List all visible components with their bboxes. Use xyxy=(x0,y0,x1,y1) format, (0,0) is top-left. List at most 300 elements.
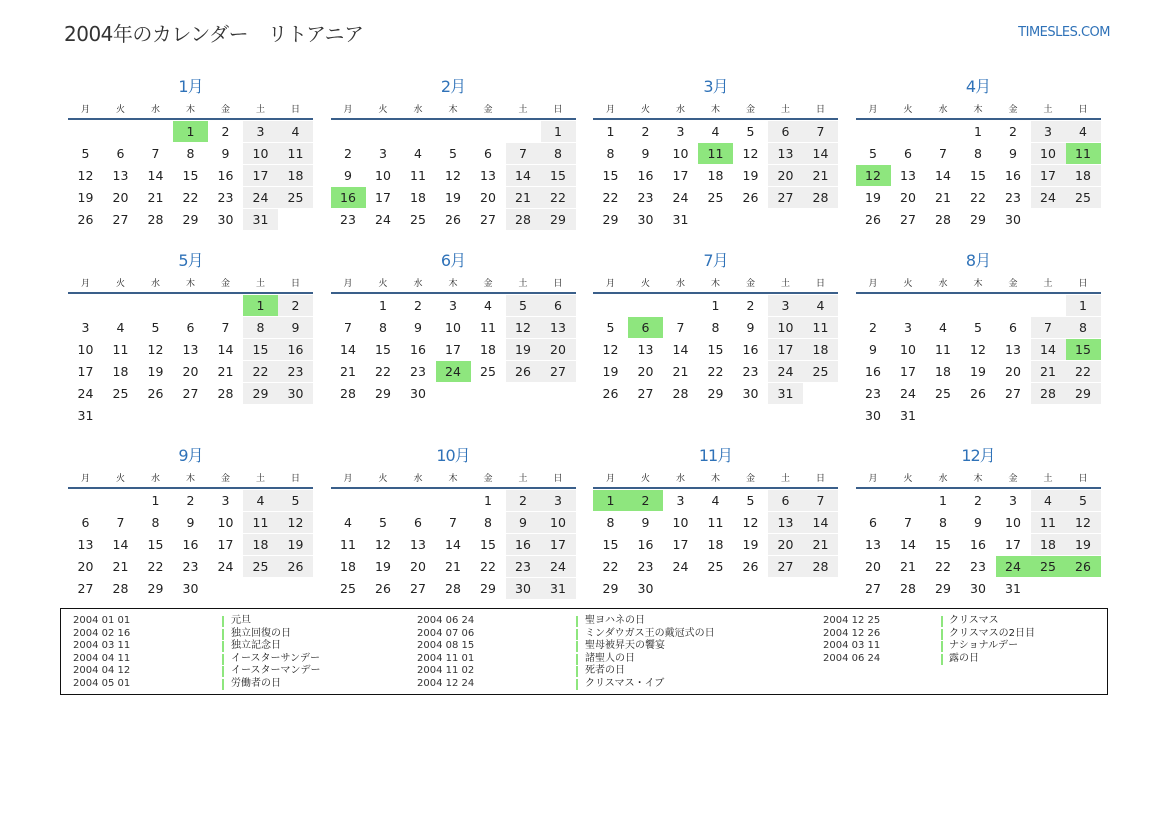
day-cell: 6 xyxy=(81,515,90,530)
holiday-date: 2004 11 02 xyxy=(417,665,475,676)
day-cell: 8 xyxy=(379,320,387,335)
day-cell: 2 xyxy=(746,298,755,313)
day-cell: 3 xyxy=(541,490,576,511)
day-cell: 10 xyxy=(445,320,461,335)
day-cell: 15 xyxy=(541,165,576,186)
holiday-entry xyxy=(417,640,697,653)
holiday-day-cell: 12 xyxy=(856,165,891,186)
weekday-header xyxy=(331,102,576,116)
day-cell: 18 xyxy=(243,534,278,555)
day-cell: 22 xyxy=(147,559,164,574)
day-cell: 12 xyxy=(1066,512,1101,533)
month-title: 7月 xyxy=(703,251,728,270)
month-divider xyxy=(331,118,576,120)
day-cell: 16 xyxy=(217,168,234,183)
month-divider xyxy=(68,487,313,489)
day-cell: 9 xyxy=(186,515,195,530)
weekday-label: 月 xyxy=(868,279,878,289)
day-cell: 9 xyxy=(414,320,422,335)
month-divider xyxy=(593,292,838,294)
holiday-entry xyxy=(417,678,697,691)
day-cell: 9 xyxy=(641,146,650,161)
weekday-label: 月 xyxy=(868,105,878,115)
holiday-entry xyxy=(73,615,353,628)
day-cell: 18 xyxy=(278,165,313,186)
day-cell: 16 xyxy=(278,339,313,360)
day-cell: 27 xyxy=(480,212,496,227)
day-cell: 19 xyxy=(970,364,986,379)
day-cell: 20 xyxy=(77,559,94,574)
holiday-marker xyxy=(941,616,943,627)
holiday-marker xyxy=(941,629,943,640)
day-cell: 21 xyxy=(147,190,164,205)
day-cell: 3 xyxy=(221,493,230,508)
day-cell: 21 xyxy=(112,559,129,574)
day-cell: 29 xyxy=(1066,383,1101,404)
day-cell: 7 xyxy=(904,515,912,530)
day-cell: 8 xyxy=(974,146,982,161)
day-cell: 8 xyxy=(484,515,492,530)
holiday-date: 2004 07 06 xyxy=(417,627,475,639)
day-cell: 28 xyxy=(803,187,838,208)
day-cell: 12 xyxy=(742,146,759,161)
day-cell: 20 xyxy=(768,165,803,186)
day-cell: 3 xyxy=(449,298,457,313)
month-title: 4月 xyxy=(965,77,991,96)
day-cell: 23 xyxy=(865,386,881,401)
day-cell: 30 xyxy=(217,212,234,227)
day-cell: 2 xyxy=(414,298,422,313)
holiday-day-cell: 11 xyxy=(698,143,733,164)
day-cell: 2 xyxy=(641,124,650,139)
day-cell: 16 xyxy=(637,168,654,183)
day-cell: 30 xyxy=(278,383,313,404)
day-cell: 11 xyxy=(112,342,129,357)
holiday-date: 2004 12 25 xyxy=(823,615,881,626)
day-cell: 5 xyxy=(449,146,457,161)
day-cell: 28 xyxy=(112,581,129,596)
day-cell: 19 xyxy=(77,190,94,205)
holiday-name: 独立記念日 xyxy=(231,640,281,651)
day-cell: 13 xyxy=(637,342,654,357)
day-cell: 28 xyxy=(445,581,461,596)
day-cell: 9 xyxy=(1009,146,1017,161)
holiday-name: 独立回復の日 xyxy=(231,627,291,639)
day-cell: 26 xyxy=(375,581,391,596)
day-cell: 14 xyxy=(803,143,838,164)
day-cell: 8 xyxy=(151,515,160,530)
holiday-date: 2004 12 24 xyxy=(417,677,475,689)
day-cell: 30 xyxy=(410,386,426,401)
day-cell: 21 xyxy=(1031,361,1066,382)
day-cell: 28 xyxy=(147,212,164,227)
day-cell: 20 xyxy=(637,364,654,379)
weekday-label: 月 xyxy=(605,279,615,289)
weekday-label: 木 xyxy=(710,279,720,289)
weekday-header xyxy=(593,102,838,116)
holiday-day-cell: 24 xyxy=(436,361,471,382)
weekday-label: 水 xyxy=(938,279,948,289)
day-cell: 5 xyxy=(506,295,541,316)
day-cell: 25 xyxy=(243,556,278,577)
day-cell: 23 xyxy=(340,212,356,227)
day-cell: 19 xyxy=(1066,534,1101,555)
day-cell: 18 xyxy=(1031,534,1066,555)
day-cell: 27 xyxy=(1005,386,1021,401)
weekday-label: 土 xyxy=(780,474,790,484)
holiday-entry xyxy=(73,678,353,691)
holiday-date: 2004 05 01 xyxy=(73,677,131,689)
day-cell: 22 xyxy=(541,187,576,208)
day-cell: 11 xyxy=(803,317,838,338)
day-cell: 21 xyxy=(900,559,916,574)
weekday-label: 土 xyxy=(1043,105,1053,115)
day-cell: 19 xyxy=(506,339,541,360)
weekday-label: 木 xyxy=(710,105,720,115)
day-cell: 9 xyxy=(278,317,313,338)
day-cell: 5 xyxy=(869,146,877,161)
day-cell: 17 xyxy=(1005,537,1021,552)
day-cell: 14 xyxy=(147,168,164,183)
day-cell: 26 xyxy=(506,361,541,382)
day-cell: 4 xyxy=(1031,490,1066,511)
holiday-list-column xyxy=(417,615,715,690)
day-cell: 23 xyxy=(637,559,654,574)
day-cell: 30 xyxy=(637,212,654,227)
day-cell: 23 xyxy=(1005,190,1021,205)
day-cell: 13 xyxy=(768,143,803,164)
month-title: 11月 xyxy=(698,446,733,465)
weekday-label: 土 xyxy=(780,279,790,289)
holiday-marker xyxy=(576,629,578,640)
weekday-label: 水 xyxy=(413,279,423,289)
weekday-label: 月 xyxy=(80,474,90,484)
day-cell: 2 xyxy=(974,493,982,508)
day-cell: 6 xyxy=(414,515,422,530)
day-cell: 26 xyxy=(602,386,619,401)
weekday-header xyxy=(68,102,313,116)
weekday-label: 金 xyxy=(220,474,230,484)
month-title: 6月 xyxy=(440,251,466,270)
weekday-label: 日 xyxy=(553,474,563,484)
weekday-label: 金 xyxy=(745,279,755,289)
day-cell: 11 xyxy=(1031,512,1066,533)
day-cell: 14 xyxy=(900,537,916,552)
weekday-label: 月 xyxy=(80,279,90,289)
day-cell: 2 xyxy=(1009,124,1017,139)
day-cell: 22 xyxy=(480,559,496,574)
day-cell: 4 xyxy=(243,490,278,511)
holiday-marker xyxy=(576,641,578,652)
day-cell: 21 xyxy=(340,364,356,379)
day-cell: 27 xyxy=(900,212,916,227)
day-cell: 11 xyxy=(278,143,313,164)
day-cell: 18 xyxy=(1066,165,1101,186)
day-cell: 12 xyxy=(77,168,94,183)
day-cell: 27 xyxy=(865,581,881,596)
day-cell: 1 xyxy=(939,493,947,508)
day-cell: 27 xyxy=(637,386,654,401)
day-cell: 17 xyxy=(672,168,689,183)
day-cell: 10 xyxy=(900,342,916,357)
day-cell: 21 xyxy=(445,559,461,574)
day-cell: 22 xyxy=(182,190,199,205)
day-cell: 8 xyxy=(711,320,720,335)
weekday-label: 水 xyxy=(938,105,948,115)
weekday-label: 金 xyxy=(483,105,493,115)
day-cell: 21 xyxy=(217,364,234,379)
holiday-name: 聖母被昇天の饗宴 xyxy=(585,640,665,651)
holiday-date: 2004 12 26 xyxy=(823,627,881,639)
holiday-date: 2004 08 15 xyxy=(417,640,475,651)
holiday-name: イースターサンデー xyxy=(231,652,320,664)
holiday-name: クリスマス xyxy=(949,615,999,626)
weekday-header xyxy=(593,276,838,290)
day-cell: 24 xyxy=(243,187,278,208)
holiday-name: イースターマンデー xyxy=(231,665,321,676)
weekday-label: 火 xyxy=(903,474,913,484)
holiday-day-cell: 26 xyxy=(1066,556,1101,577)
weekday-label: 土 xyxy=(1043,279,1053,289)
day-cell: 11 xyxy=(935,342,951,357)
day-cell: 18 xyxy=(707,168,724,183)
holiday-name: クリスマス・イブ xyxy=(585,677,665,689)
day-cell: 7 xyxy=(676,320,685,335)
day-cell: 6 xyxy=(484,146,492,161)
month-divider xyxy=(856,292,1101,294)
day-cell: 3 xyxy=(1031,121,1066,142)
holiday-entry xyxy=(417,615,697,628)
holiday-marker xyxy=(576,666,578,677)
month-title: 5月 xyxy=(178,251,203,270)
day-cell: 12 xyxy=(742,515,759,530)
weekday-label: 日 xyxy=(553,279,563,289)
weekday-label: 月 xyxy=(868,474,878,484)
day-cell: 22 xyxy=(602,559,619,574)
weekday-header xyxy=(331,471,576,485)
day-cell: 23 xyxy=(970,559,986,574)
day-cell: 10 xyxy=(217,515,234,530)
day-cell: 15 xyxy=(182,168,199,183)
day-cell: 10 xyxy=(375,168,391,183)
day-cell: 30 xyxy=(970,581,986,596)
holiday-date: 2004 03 11 xyxy=(823,640,881,651)
weekday-label: 木 xyxy=(973,279,983,289)
day-cell: 28 xyxy=(803,556,838,577)
day-cell: 8 xyxy=(606,515,615,530)
weekday-label: 金 xyxy=(220,279,230,289)
day-cell: 24 xyxy=(77,386,94,401)
day-cell: 9 xyxy=(869,342,877,357)
day-cell: 5 xyxy=(278,490,313,511)
holiday-date: 2004 06 24 xyxy=(417,615,475,626)
weekday-label: 水 xyxy=(675,279,685,289)
day-cell: 29 xyxy=(375,386,391,401)
day-cell: 19 xyxy=(742,537,759,552)
day-cell: 27 xyxy=(541,361,576,382)
day-cell: 11 xyxy=(340,537,356,552)
month-divider xyxy=(331,292,576,294)
holiday-day-cell: 2 xyxy=(628,490,663,511)
site-logo[interactable]: TIMESLES.COM xyxy=(1018,25,1110,40)
weekday-label: 火 xyxy=(115,474,125,484)
day-cell: 29 xyxy=(602,212,619,227)
month-title: 3月 xyxy=(703,77,728,96)
holiday-name: 露の日 xyxy=(949,652,979,664)
day-cell: 30 xyxy=(182,581,199,596)
weekday-label: 日 xyxy=(290,474,300,484)
day-cell: 17 xyxy=(768,339,803,360)
day-cell: 3 xyxy=(81,320,90,335)
day-cell: 9 xyxy=(641,515,650,530)
day-cell: 27 xyxy=(77,581,94,596)
weekday-header xyxy=(331,276,576,290)
day-cell: 5 xyxy=(974,320,982,335)
day-cell: 14 xyxy=(935,168,951,183)
day-cell: 29 xyxy=(480,581,496,596)
day-cell: 4 xyxy=(711,493,720,508)
day-cell: 1 xyxy=(711,298,720,313)
weekday-label: 月 xyxy=(343,279,353,289)
day-cell: 12 xyxy=(278,512,313,533)
weekday-label: 火 xyxy=(640,279,650,289)
month-title: 9月 xyxy=(178,446,203,465)
day-cell: 1 xyxy=(974,124,982,139)
holiday-entry xyxy=(73,653,353,666)
holiday-marker xyxy=(576,654,578,665)
day-cell: 21 xyxy=(803,165,838,186)
day-cell: 23 xyxy=(217,190,234,205)
day-cell: 17 xyxy=(541,534,576,555)
weekday-header xyxy=(68,276,313,290)
holiday-marker xyxy=(941,654,943,665)
day-cell: 14 xyxy=(1031,339,1066,360)
day-cell: 23 xyxy=(278,361,313,382)
day-cell: 22 xyxy=(970,190,986,205)
weekday-label: 月 xyxy=(80,105,90,115)
holiday-marker xyxy=(222,654,224,665)
day-cell: 15 xyxy=(147,537,164,552)
weekday-label: 土 xyxy=(255,279,265,289)
day-cell: 6 xyxy=(541,295,576,316)
weekday-label: 月 xyxy=(605,474,615,484)
day-cell: 29 xyxy=(970,212,986,227)
day-cell: 25 xyxy=(803,361,838,382)
day-cell: 9 xyxy=(221,146,230,161)
weekday-label: 火 xyxy=(640,474,650,484)
weekday-label: 木 xyxy=(448,474,458,484)
day-cell: 25 xyxy=(1066,187,1101,208)
day-cell: 25 xyxy=(935,386,951,401)
day-cell: 4 xyxy=(803,295,838,316)
day-cell: 27 xyxy=(182,386,199,401)
day-cell: 28 xyxy=(217,386,234,401)
month-title: 8月 xyxy=(965,251,991,270)
day-cell: 25 xyxy=(410,212,426,227)
holiday-name: クリスマスの2日目 xyxy=(949,627,1035,639)
day-cell: 13 xyxy=(410,537,426,552)
weekday-label: 水 xyxy=(413,105,423,115)
holiday-marker xyxy=(941,641,943,652)
weekday-label: 木 xyxy=(973,105,983,115)
weekday-label: 火 xyxy=(378,279,388,289)
day-cell: 1 xyxy=(541,121,576,142)
day-cell: 3 xyxy=(676,124,685,139)
day-cell: 20 xyxy=(182,364,199,379)
holiday-day-cell: 25 xyxy=(1031,556,1066,577)
day-cell: 20 xyxy=(480,190,496,205)
day-cell: 14 xyxy=(803,512,838,533)
month-divider xyxy=(856,118,1101,120)
day-cell: 3 xyxy=(243,121,278,142)
day-cell: 7 xyxy=(506,143,541,164)
holiday-entry xyxy=(417,653,697,666)
holiday-entry xyxy=(823,640,1103,653)
day-cell: 6 xyxy=(116,146,125,161)
day-cell: 5 xyxy=(746,124,755,139)
day-cell: 26 xyxy=(865,212,881,227)
holiday-name: 元旦 xyxy=(231,615,251,626)
day-cell: 5 xyxy=(606,320,615,335)
day-cell: 10 xyxy=(243,143,278,164)
holiday-entry xyxy=(823,615,1103,628)
holiday-name: ミンダウガス王の戴冠式の日 xyxy=(585,627,715,639)
day-cell: 12 xyxy=(970,342,986,357)
weekday-label: 土 xyxy=(518,105,528,115)
weekday-label: 金 xyxy=(1008,105,1018,115)
day-cell: 30 xyxy=(865,408,881,423)
day-cell: 31 xyxy=(77,408,94,423)
day-cell: 28 xyxy=(506,209,541,230)
holiday-day-cell: 1 xyxy=(243,295,278,316)
holiday-day-cell: 15 xyxy=(1066,339,1101,360)
day-cell: 13 xyxy=(480,168,496,183)
holiday-list-column xyxy=(73,615,353,690)
day-cell: 17 xyxy=(375,190,391,205)
day-cell: 19 xyxy=(445,190,461,205)
weekday-label: 土 xyxy=(255,474,265,484)
day-cell: 31 xyxy=(900,408,916,423)
weekday-label: 日 xyxy=(1078,474,1088,484)
holiday-date: 2004 01 01 xyxy=(73,615,131,626)
weekday-label: 日 xyxy=(1078,279,1088,289)
day-cell: 24 xyxy=(217,559,234,574)
holiday-entry xyxy=(823,653,1103,666)
holiday-date: 2004 04 12 xyxy=(73,665,131,676)
day-cell: 2 xyxy=(186,493,195,508)
holiday-name: 諸聖人の日 xyxy=(585,652,635,664)
weekday-label: 水 xyxy=(413,474,423,484)
holiday-day-cell: 16 xyxy=(331,187,366,208)
day-cell: 4 xyxy=(414,146,422,161)
day-cell: 20 xyxy=(1005,364,1021,379)
weekday-label: 日 xyxy=(815,279,825,289)
day-cell: 19 xyxy=(278,534,313,555)
day-cell: 17 xyxy=(217,537,234,552)
weekday-header xyxy=(593,471,838,485)
day-cell: 18 xyxy=(707,537,724,552)
day-cell: 3 xyxy=(904,320,912,335)
weekday-label: 木 xyxy=(448,279,458,289)
day-cell: 9 xyxy=(344,168,352,183)
weekday-label: 火 xyxy=(378,474,388,484)
day-cell: 3 xyxy=(768,295,803,316)
weekday-header xyxy=(856,276,1101,290)
day-cell: 28 xyxy=(900,581,916,596)
day-cell: 8 xyxy=(186,146,195,161)
day-cell: 17 xyxy=(672,537,689,552)
day-cell: 26 xyxy=(445,212,461,227)
